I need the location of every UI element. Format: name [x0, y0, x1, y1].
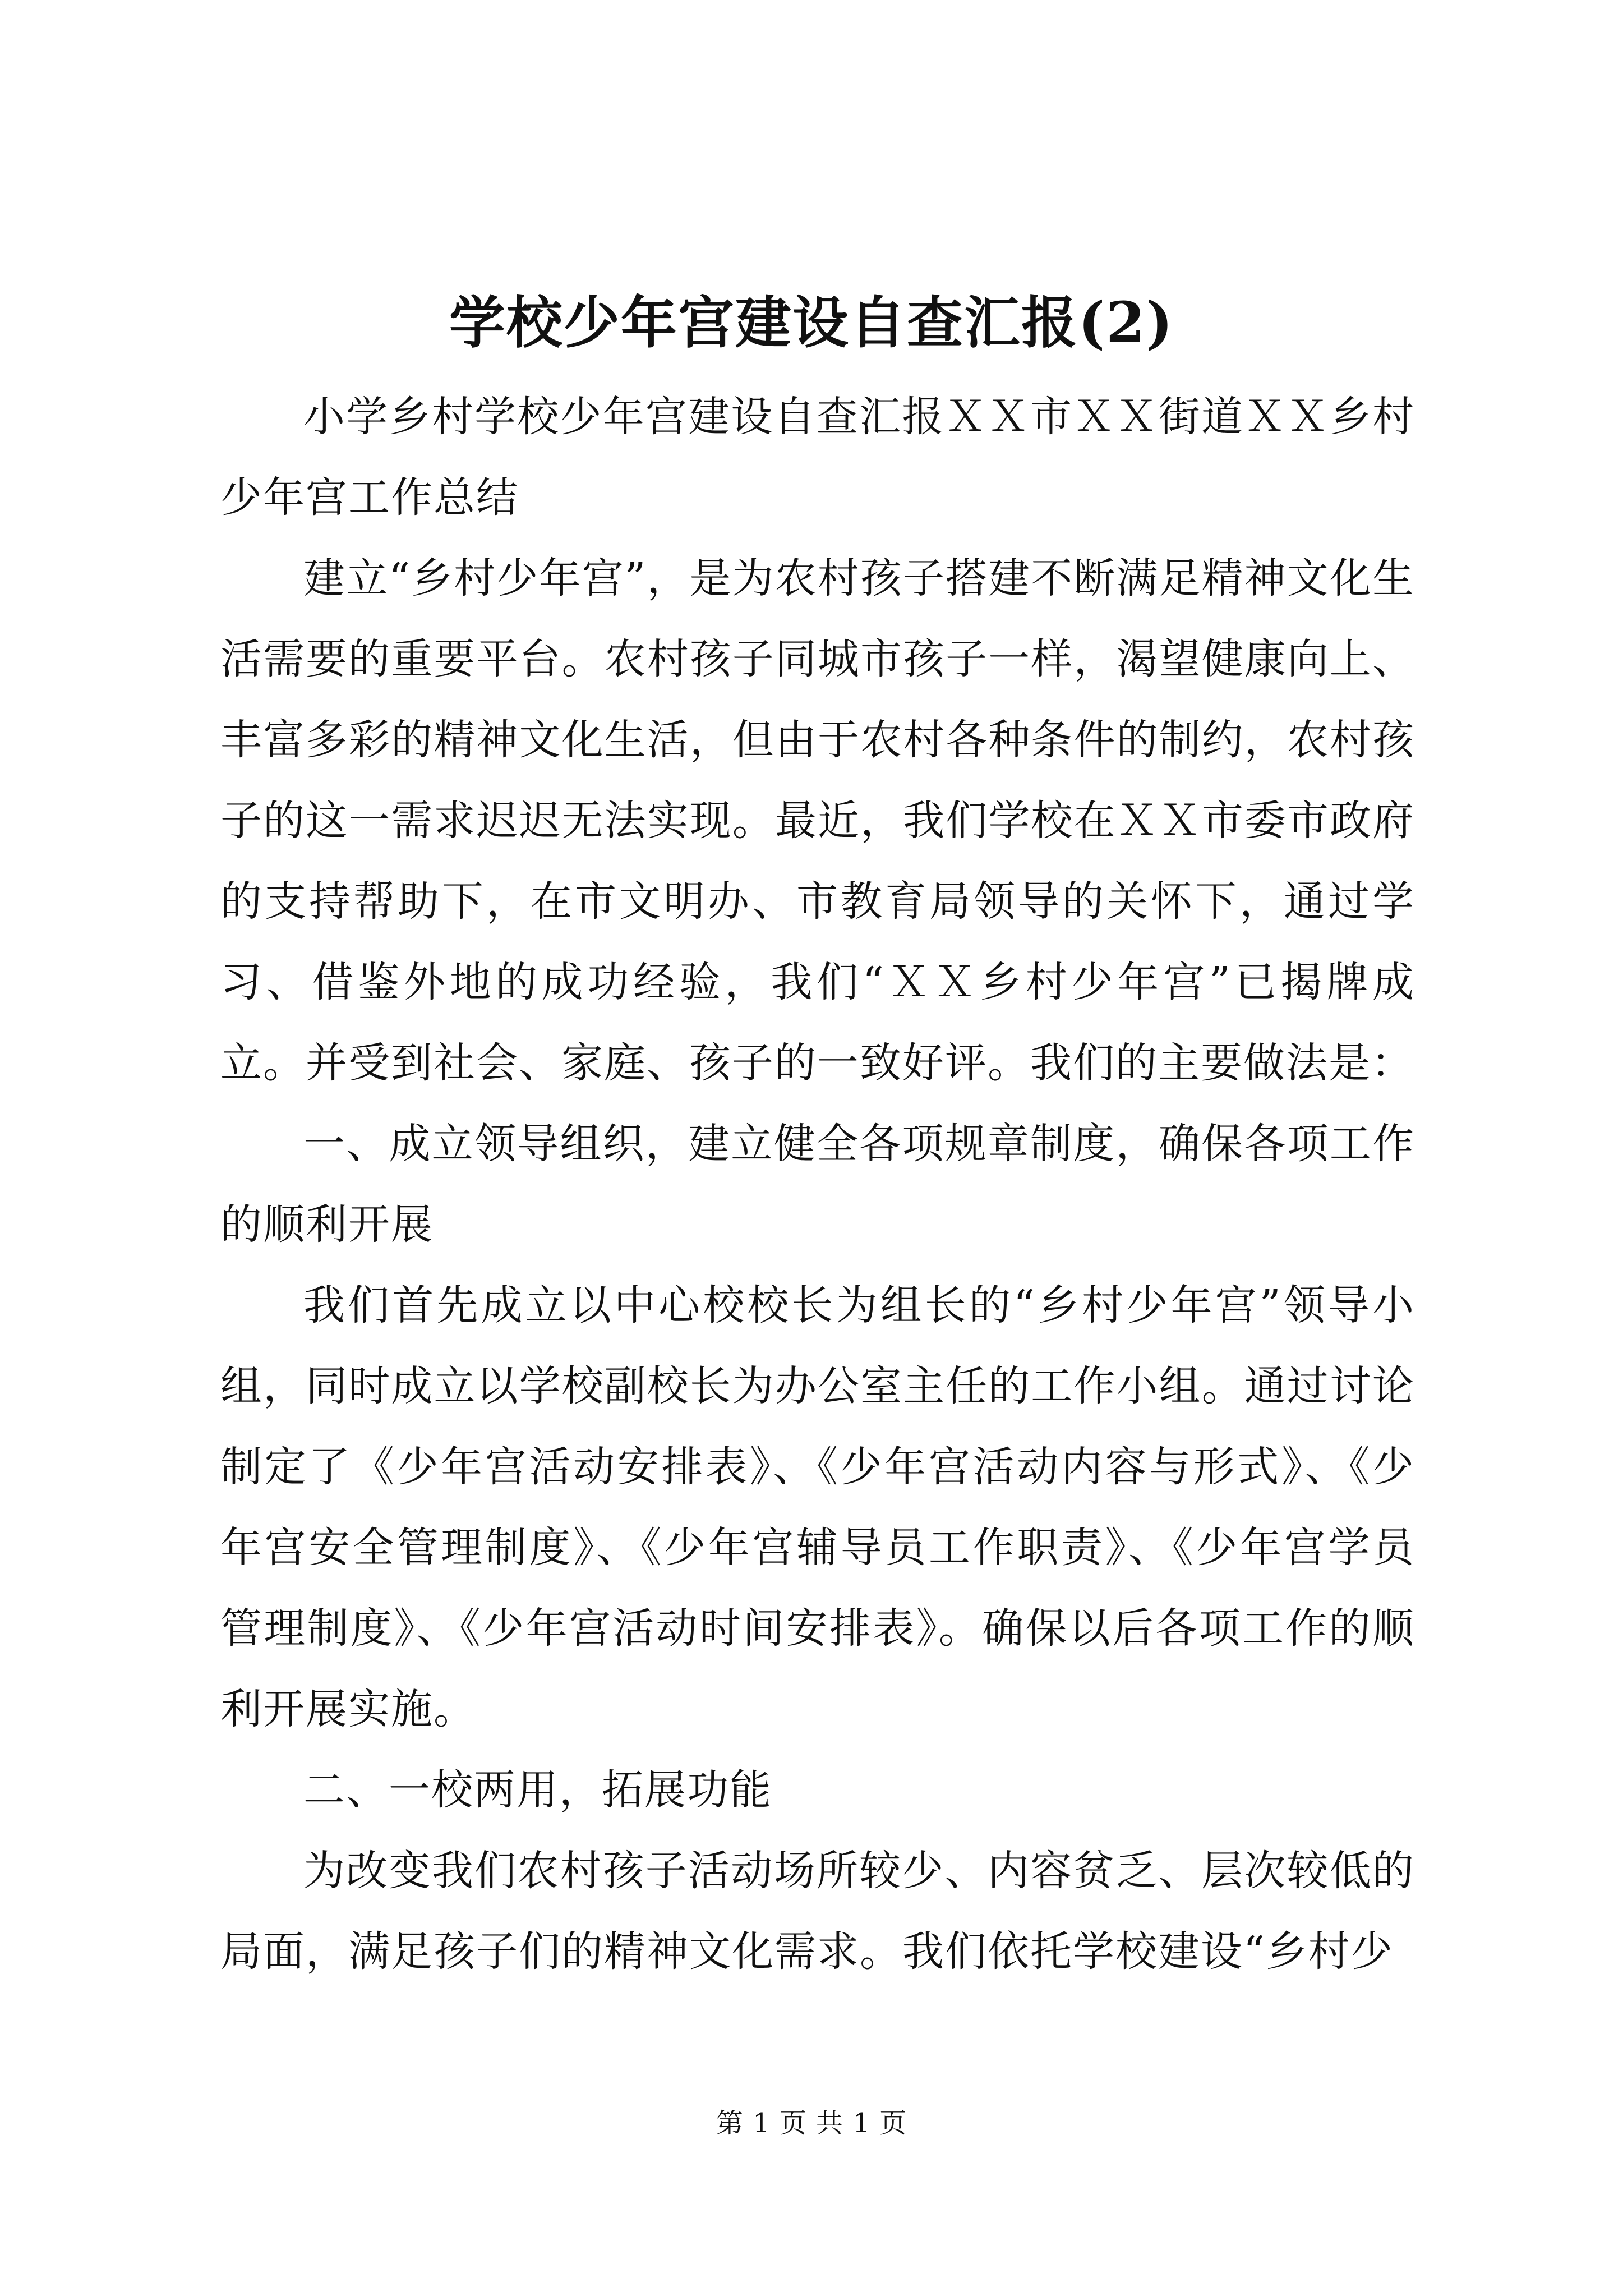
paragraph-background: 建立“乡村少年宫”，是为农村孩子搭建不断满足精神文化生活需要的重要平台。农村孩子同城市孩子一样，渴望健康向上、丰富多彩的精神文化生活，但由于农村各种条件的制约，农村孩子的这一需求迟迟无法实现。最近，我们学校在ＸＸ市委市政府的支持帮助下，在市文明办、市教育局领导的关怀下，通过学习、借鉴外地的成功经验，我们“ＸＸ乡村少年宫”已揭牌成立。并受到社会、家庭、孩子的一致好评。我们的主要做法是：	[220, 554, 1415, 1087]
paragraph-intro: 小学乡村学校少年宫建设自查汇报ＸＸ市ＸＸ街道ＸＸ乡村少年宫工作总结	[220, 393, 1415, 522]
document-body	[220, 376, 1415, 1992]
section-heading-2: 二、一校两用，拓展功能	[303, 1766, 772, 1814]
paragraph-section-1: 我们首先成立以中心校校长为组长的“乡村少年宫”领导小组，同时成立以学校副校长为办公室主任的工作小组。通过讨论制定了《少年宫活动安排表》、《少年宫活动内容与形式》、《少年宫安全管理制度》、《少年宫辅导员工作职责》、《少年宫学员管理制度》、《少年宫活动时间安排表》。确保以后各项工作的顺利开展实施。	[220, 1281, 1415, 1733]
section-heading-1: 一、成立领导组织，建立健全各项规章制度，确保各项工作的顺利开展	[220, 1120, 1415, 1249]
document-title: 学校少年宫建设自查汇报(2)	[449, 289, 1174, 356]
page-footer: 第 1 页 共 1 页	[716, 2108, 907, 2139]
paragraph-section-2: 为改变我们农村孩子活动场所较少、内容贫乏、层次较低的局面，满足孩子们的精神文化需求。我们依托学校建设“乡村少	[220, 1847, 1415, 1976]
